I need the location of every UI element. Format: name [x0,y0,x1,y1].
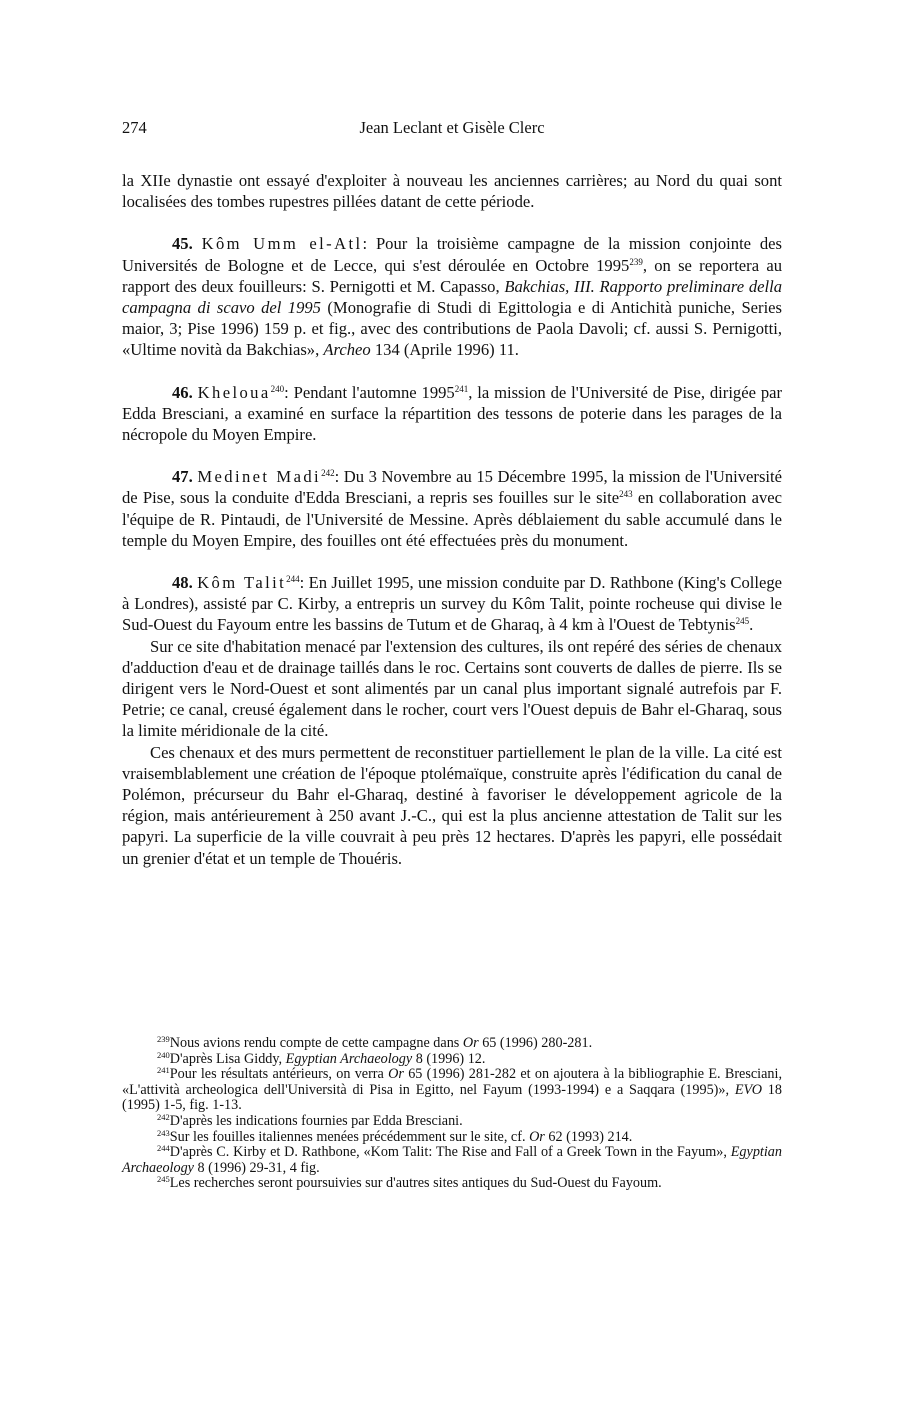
footnote-italic: Egyptian Archaeology [122,1144,782,1176]
footnote-italic: Or [462,1035,479,1051]
site-name: Kôm Umm el-Atl [201,234,363,254]
entry-text: 134 (Aprile 1996) 11. [370,340,519,360]
entry-text: : Pendant l'automne 1995 [284,382,455,402]
footnote-text: D'après les indications fournies par Edda Bresciani. [169,1112,463,1129]
footnote-mark: 241 [157,1065,170,1076]
footnote-text: Pour les résultats antérieurs, on verra [169,1066,389,1083]
footnote-mark: 244 [157,1143,170,1154]
footnotes [122,1036,782,1192]
footnote-italic: Egyptian Archaeology [285,1050,413,1067]
entry-number: 47. [172,467,193,487]
footnote-text: Les recherches seront poursuivies sur d'autres sites antiques du Sud-Ouest du Fayoum. [169,1175,662,1192]
entry-number: 46. [172,382,193,402]
title-italic: Bakchias, III. Rapporto preliminare della campagna di scavo del 1995 [122,276,782,318]
site-name: Kôm Talit [197,573,287,593]
footnote-242 [122,1111,782,1130]
footnote-italic: Or [529,1128,545,1145]
footnote-243 [122,1127,782,1146]
footnote-italic: Or [388,1066,404,1083]
entry-text: : En Juillet 1995, une mission conduite par D. Rathbone (King's College à Londres), assisté par C. Kirby, a entrepris un survey du Kôm Talit, pointe rocheuse qui divise le Sud-Ouest du Fayoum entre les bassins de Tutum et de Gharaq, à 4 km à l'Ouest de Tebtynis [122,573,783,635]
footnote-240 [122,1049,782,1068]
title-italic: Archeo [323,340,371,360]
footnote-mark: 245 [157,1174,170,1185]
footnote-245 [122,1176,782,1192]
entry-text: , la mission de l'Université de Pise, dirigée par Edda Bresciani, a examiné en surface la répartition des tessons de poterie dans les parages de la nécropole du Moyen Empire. [122,382,783,445]
entry-text: . [749,615,754,635]
footnote-mark: 239 [157,1034,170,1044]
entry-text: : Pour la troisième campagne de la mission conjointe des Universités de Bologne et de Lecce, qui s'est déroulée en Octobre 1995 [122,234,782,275]
footnote-239 [122,1036,782,1052]
footnote-text: 8 (1996) 29-31, 4 fig. [193,1159,320,1176]
footnote-text: 65 (1996) 280-281. [478,1035,593,1051]
entry-46 [122,382,782,446]
site-name: Kheloua [197,382,271,402]
entry-number: 48. [172,573,193,593]
entry-48 [122,572,782,636]
page-header [122,118,782,142]
footnote-text: 65 (1996) 281-282 et on ajoutera à la bibliographie E. Bresciani, «L'attività archeologica dell'Università di Pisa in Egitto, nel Fayum (1993-1994) e a Saqqara (1995)», [122,1066,782,1098]
paragraph-continuation: la XIIe dynastie ont essayé d'exploiter à nouveau les anciennes carrières; au Nord du quai sont localisées des tombes rupestres pillées datant de cette période. [122,171,782,212]
entry-text: en collaboration avec l'équipe de R. Pintaudi, de l'Université de Messine. Après déblaiement du sable accumulé dans le temple du Moyen Empire, des fouilles ont été effectuées près du monument. [122,488,783,550]
footnote-ref[interactable]: 244 [286,574,300,585]
entry-text: : Du 3 Novembre au 15 Décembre 1995, la mission de l'Université de Pise, sous la conduite d'Edda Bresciani, a repris ses fouilles sur le site [122,467,782,508]
entry-45 [122,233,782,360]
footnote-text: 18 (1995) 1-5, fig. 1-13. [122,1081,782,1114]
entry-48-paragraph-2: Sur ce site d'habitation menacé par l'extension des cultures, ils ont repéré des séries de chenaux d'adduction d'eau et de drainage taillés dans le roc. Certains sont couverts de dalles de pierre. Ils se dirigent vers le Nord-Ouest et sont alimentés par un canal plus important signalé autrefois par F. Petrie; ce canal, creusé également dans le rocher, court vers l'Ouest depuis de Bahr el-Gharaq, sous la limite méridionale de la cité. [122,636,782,741]
entry-text: , on se reportera au rapport des deux fouilleurs: S. Pernigotti et M. Capasso, [122,255,782,296]
footnote-text: Nous avions rendu compte de cette campagne dans [169,1035,463,1051]
site-name: Medinet Madi [197,467,322,487]
footnote-text: Sur les fouilles italiennes menées précédemment sur le site, cf. [169,1128,530,1145]
footnote-text: D'après Lisa Giddy, [169,1050,286,1067]
entry-48-paragraph-3: Ces chenaux et des murs permettent de reconstituer partiellement le plan de la ville. La cité est vraisemblablement une création de l'époque ptolémaïque, construite après l'édification du canal de Polémon, précurseur du Bahr el-Gharaq, destiné à favoriser le développement agricole de la région, mais antérieurement à 250 avant J.-C., qui est la plus ancienne attestation de Talit sur les papyri. La superficie de la ville couvrait à peu près 12 hectares. D'après les papyri, elle possédait un grenier d'état et un temple de Thouéris. [122,742,782,868]
running-head: Jean Leclant et Gisèle Clerc [359,118,545,137]
page-number: 274 [122,118,147,137]
footnote-ref[interactable]: 241 [454,383,469,394]
footnote-ref[interactable]: 240 [270,383,285,394]
footnote-ref[interactable]: 245 [735,616,750,627]
body-text [122,170,782,869]
footnote-ref[interactable]: 242 [321,468,335,479]
footnote-mark: 243 [157,1127,170,1138]
footnote-text: D'après C. Kirby et D. Rathbone, «Kom Talit: The Rise and Fall of a Greek Town in the Fayum», [169,1144,731,1161]
entry-47 [122,466,782,551]
footnote-text: 8 (1996) 12. [412,1050,486,1067]
entry-text: (Monografie di Studi di Egittologia e di Antichità puniche, Series maior, 3; Pise 1996) 159 p. et fig., avec des contributions de Paola Davoli; cf. aussi S. Pernigotti, «Ultime novità da Bakchias», [122,298,783,360]
footnote-mark: 240 [157,1049,170,1060]
footnote-241 [122,1067,782,1114]
footnote-mark: 242 [157,1111,170,1122]
footnote-244 [122,1145,782,1176]
entry-number: 45. [172,234,193,254]
footnote-ref[interactable]: 239 [629,256,643,267]
footnote-italic: EVO [734,1081,762,1098]
footnote-ref[interactable]: 243 [619,489,633,500]
footnote-text: 62 (1993) 214. [544,1128,633,1145]
